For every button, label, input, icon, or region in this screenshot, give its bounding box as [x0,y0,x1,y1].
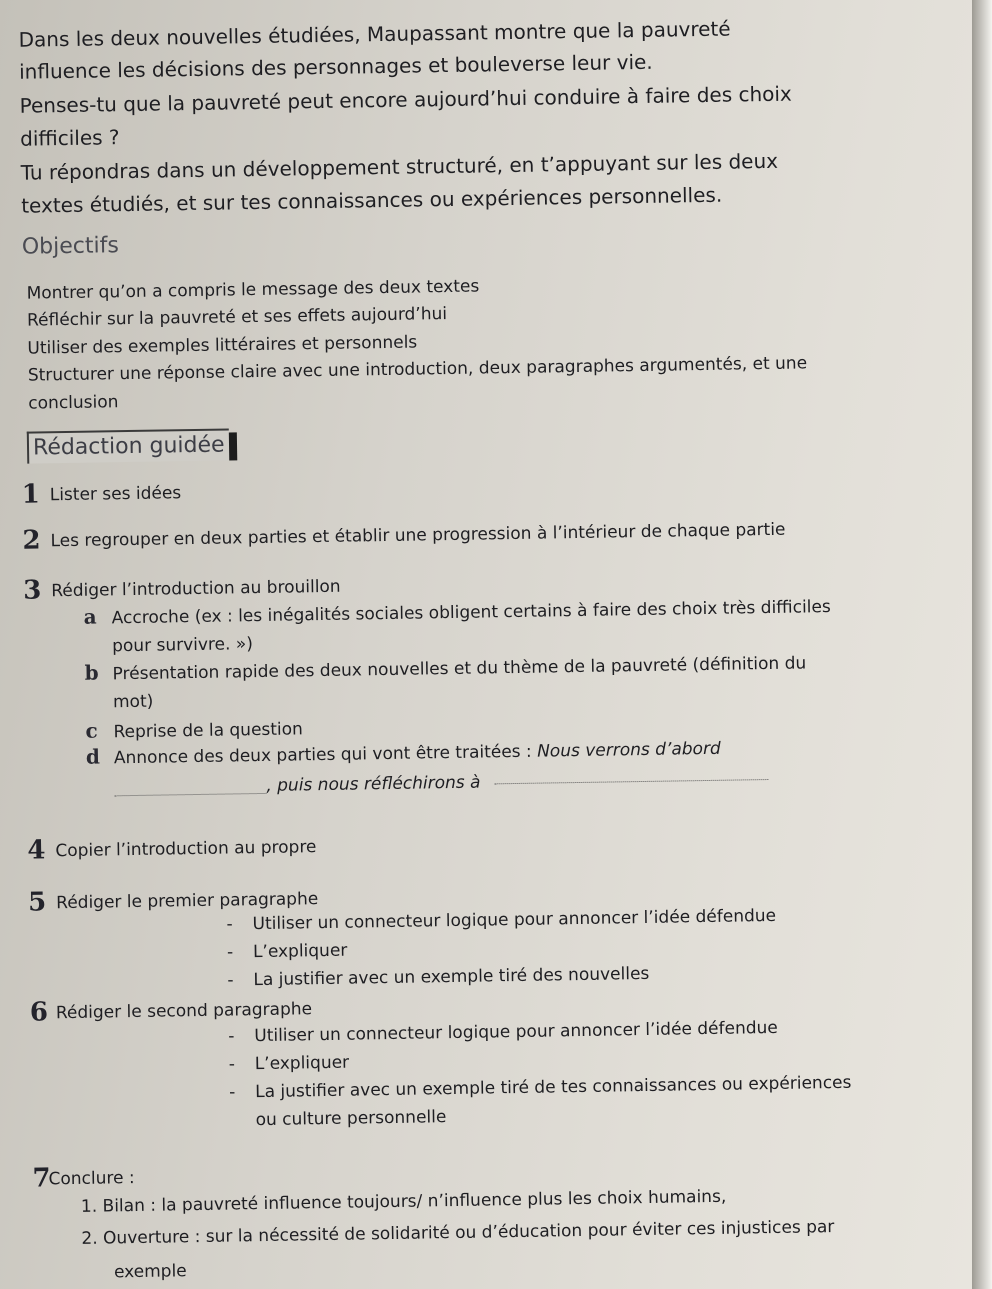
step-number-1: 1 [21,479,41,510]
objectif-item: Utiliser des exemples littéraires et personnels [27,332,418,359]
objectif-item: conclusion [28,392,119,414]
step-1-text: Lister ses idées [49,483,182,506]
redaction-heading: Rédaction guidée [27,428,229,463]
step-6-bullet: La justifier avec un exemple tiré de tes connaissances ou expériences [255,1072,852,1103]
step-3c-text: Reprise de la question [113,719,304,743]
objectif-item: Réfléchir sur la pauvreté et ses effets aujourd’hui [26,304,448,331]
bullet-dash: - [226,942,234,963]
step-3d-text-regular: Annonce des deux parties qui vont être traitées : [113,741,538,769]
conclusion-item: 2. Ouverture : sur la nécessité de solidarité ou d’éducation pour éviter ces injustices par [81,1217,835,1249]
step-6-text: Rédiger le second paragraphe [55,999,313,1024]
fill-in-blank-1 [114,792,266,796]
step-number-7: 7 [32,1163,51,1194]
objectif-item: Structurer une réponse claire avec une introduction, deux paragraphes argumentés, et une [27,353,808,386]
step-2-text: Les regrouper en deux parties et établir une progression à l’intérieur de chaque partie [50,519,786,552]
fill-in-blank-2 [494,778,768,784]
step-3b-text-2: mot) [112,691,154,713]
step-7-text: Conclure : [48,1168,135,1190]
prompt-line-5: Tu répondras dans un développement structuré, en t’appuyant sur les deux [20,148,779,185]
step-3c-letter: c [85,718,98,743]
prompt-line-4: difficiles ? [19,125,120,151]
objectif-item: Montrer qu’on a compris le message des deux textes [26,276,480,304]
step-4-text: Copier l’introduction au propre [55,837,317,862]
prompt-line-1: Dans les deux nouvelles étudiées, Maupassant montre que la pauvreté [18,16,731,52]
step-3d-letter: d [85,744,101,769]
step-3b-letter: b [84,660,99,685]
prompt-line-3: Penses-tu que la pauvreté peut encore aujourd’hui conduire à faire des choix [19,81,792,118]
bullet-dash: - [226,914,233,935]
objectifs-heading: Objectifs [21,233,120,260]
bullet-dash: - [227,970,234,991]
step-number-4: 4 [27,835,46,866]
bullet-dash: - [229,1082,236,1103]
bullet-dash: - [228,1026,235,1047]
step-5-bullet: Utiliser un connecteur logique pour annoncer l’idée défendue [252,905,777,935]
step-6-bullet-continued: ou culture personnelle [255,1107,447,1131]
step-3d-text-2: , puis nous réfléchirons à [266,772,481,796]
prompt-line-6: textes étudiés, et sur tes connaissances ou expériences personnelles. [21,182,723,218]
step-6-bullet: Utiliser un connecteur logique pour annoncer l’idée défendue [254,1017,778,1047]
step-3a-text-2: pour survivre. ») [112,634,254,657]
prompt-line-2: influence les décisions des personnages et bouleverse leur vie. [18,49,653,84]
step-number-3: 3 [23,575,42,606]
conclusion-item: exemple [113,1261,187,1283]
step-3-text: Rédiger l’introduction au brouillon [51,576,341,602]
conclusion-item: 1. Bilan : la pauvreté influence toujours/ n’influence plus les choix humains, [80,1186,727,1217]
step-5-bullet: L’expliquer [252,940,348,963]
step-3a-text-1: Accroche (ex : les inégalités sociales obligent certains à faire des choix très difficiles [111,597,831,629]
step-3d-text-italic: Nous verrons d’abord [536,738,721,762]
step-number-6: 6 [29,997,49,1028]
step-3a-letter: a [83,604,97,629]
step-3b-text-1: Présentation rapide des deux nouvelles et du thème de la pauvreté (définition du [112,653,807,685]
step-5-bullet: La justifier avec un exemple tiré des nouvelles [253,963,650,991]
step-number-5: 5 [27,887,47,918]
step-6-bullet: L’expliquer [254,1052,350,1075]
step-5-text: Rédiger le premier paragraphe [56,889,319,914]
bullet-dash: - [228,1054,236,1075]
step-number-2: 2 [22,525,41,556]
